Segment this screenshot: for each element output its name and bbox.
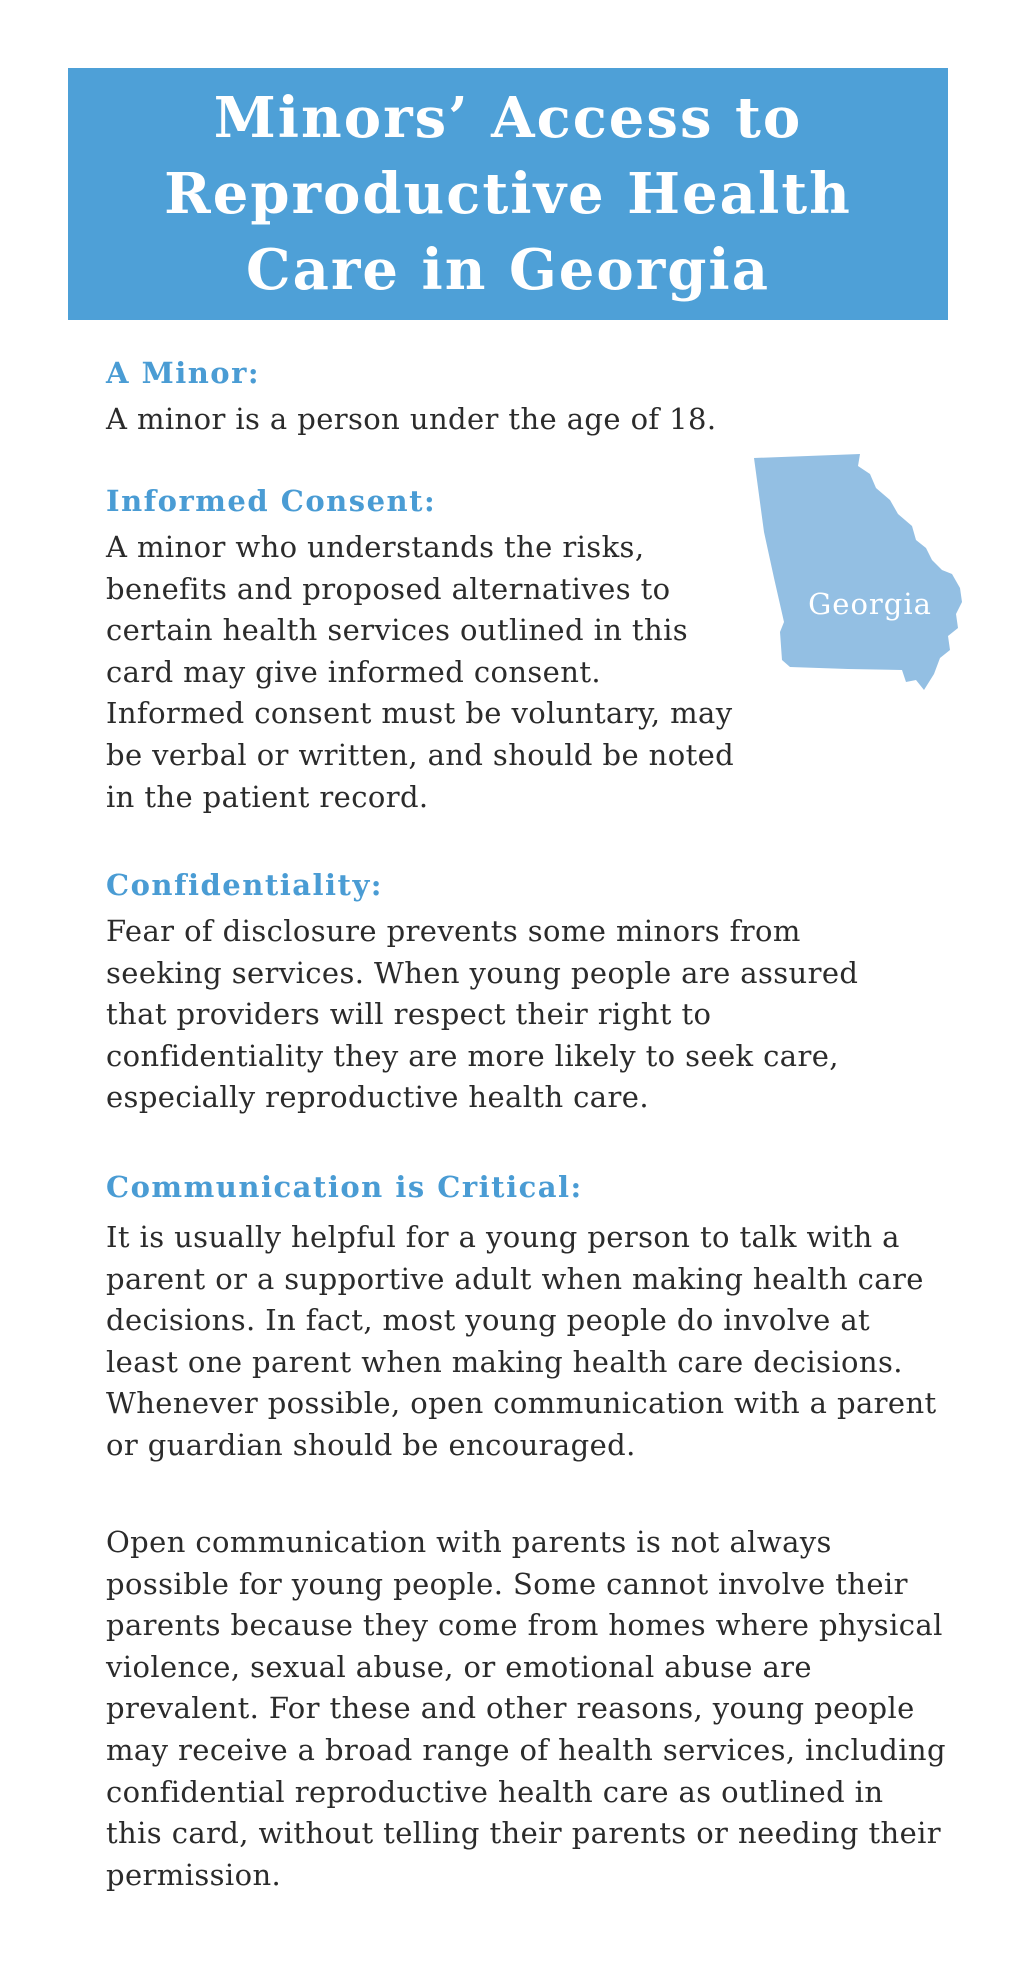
georgia-state-shape bbox=[754, 454, 962, 690]
heading-informed-consent: Informed Consent: bbox=[106, 484, 437, 518]
text-confidentiality: Fear of disclosure prevents some minors from seeking services. When young people are assured that providers will respect their right to confidentiality they are more likely to seek care, especially reproductive health care. bbox=[106, 914, 859, 1115]
text-communication-2: Open communication with parents is not always possible for young people. Some cannot involve their parents because they come from homes where physical violence, sexual abuse, or emotional abuse are prevalent. For these and other reasons, young people may receive a broad range of health services, including confidential reproductive health care as outlined in this card, without telling their parents or needing their permission. bbox=[106, 1525, 946, 1892]
georgia-map-icon bbox=[752, 452, 972, 700]
heading-confidentiality: Confidentiality: bbox=[106, 868, 383, 902]
text-informed-consent: A minor who understands the risks, benefits and proposed alternatives to certain health services outlined in this card may give informed consent. Informed consent must be voluntary, may be verbal or written, and should be noted in the patient record. bbox=[106, 530, 735, 814]
title-banner bbox=[68, 68, 948, 320]
heading-communication: Communication is Critical: bbox=[106, 1170, 583, 1204]
heading-a-minor: A Minor: bbox=[106, 356, 261, 390]
page-title: Minors’ Access to Reproductive Health Care in Georgia bbox=[164, 85, 852, 303]
map-label: Georgia bbox=[808, 587, 932, 621]
text-a-minor: A minor is a person under the age of 18. bbox=[106, 402, 717, 436]
text-communication-1: It is usually helpful for a young person to talk with a parent or a supportive adult when making health care decisions. In fact, most young people do involve at least one parent when making health care decisions. Whenever possible, open communication with a parent or guardian should be encouraged. bbox=[106, 1220, 937, 1462]
